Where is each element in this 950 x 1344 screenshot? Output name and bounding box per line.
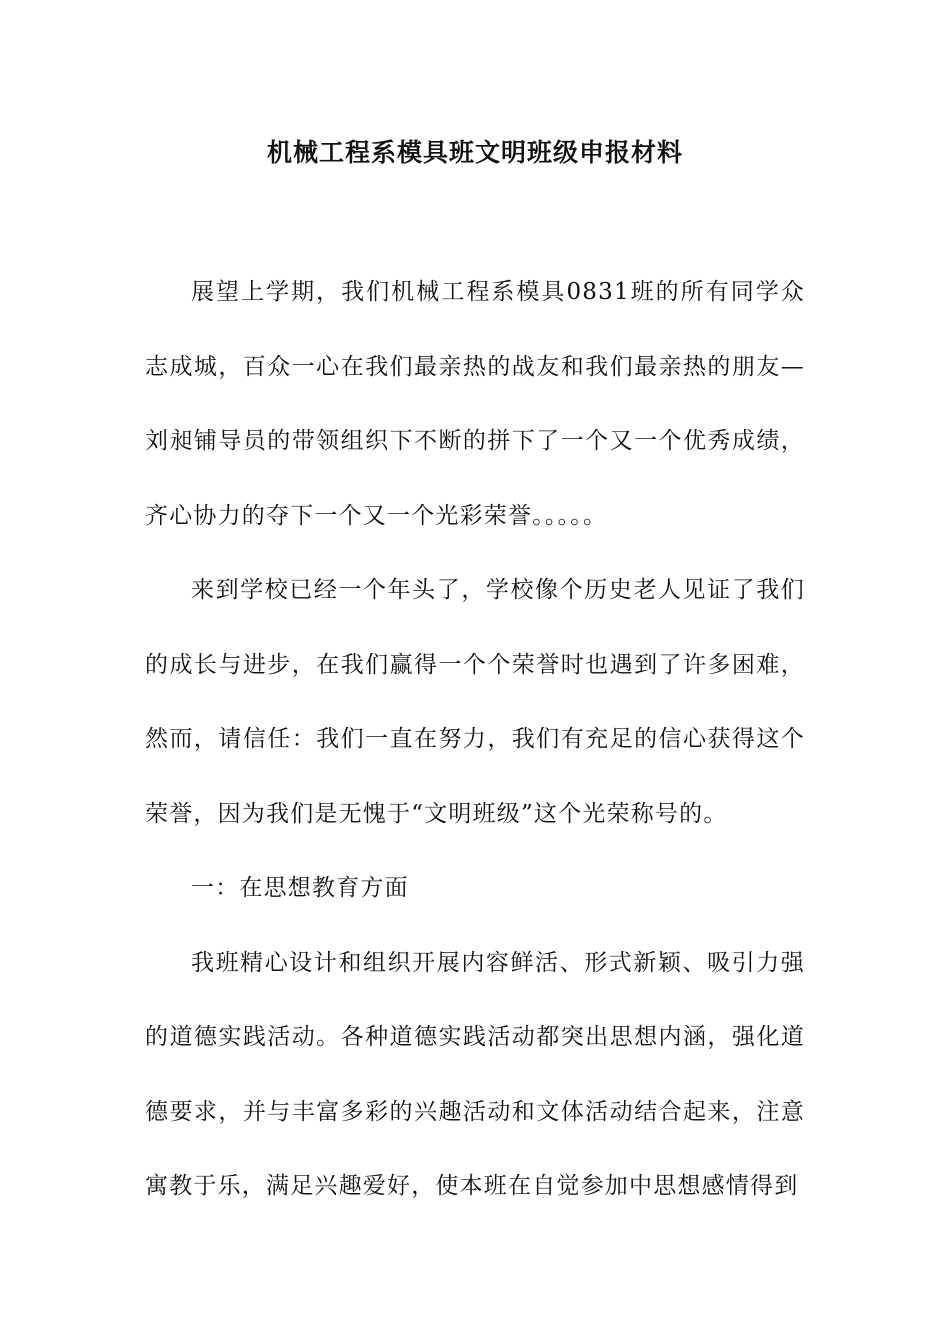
paragraph-review: 展望上学期，我们机械工程系模具0831班的所有同学众志成城，百众一心在我们最亲热的战友和我们最亲热的朋友—刘昶铺导员的带领组织下不断的拼下了一个又一个优秀成绩，齐心协力的夺下一个又一个光彩荣誉。。。。。 <box>145 279 805 529</box>
document-body <box>145 255 805 1224</box>
section-heading-ideological-education: 一：在思想教育方面 <box>191 875 409 901</box>
document-title: 机械工程系模具班文明班级申报材料 <box>266 138 683 167</box>
paragraph-school-year: 来到学校已经一个年头了，学校像个历史老人见证了我们的成长与进步，在我们赢得一个个荣誉时也遇到了许多困难，然而，请信任：我们一直在努力，我们有充足的信心获得这个荣誉，因为我们是无愧于“文明班级”这个光荣称号的。 <box>145 577 805 827</box>
paragraph-moral-practice: 我班精心设计和组织开展内容鲜活、形式新颖、吸引力强的道德实践活动。各种道德实践活动都突出思想内涵，强化道德要求，并与丰富多彩的兴趣活动和文体活动结合起来，注意寓教于乐，满足兴趣爱好，使本班在自觉参加中思想感情得到 <box>145 949 805 1199</box>
